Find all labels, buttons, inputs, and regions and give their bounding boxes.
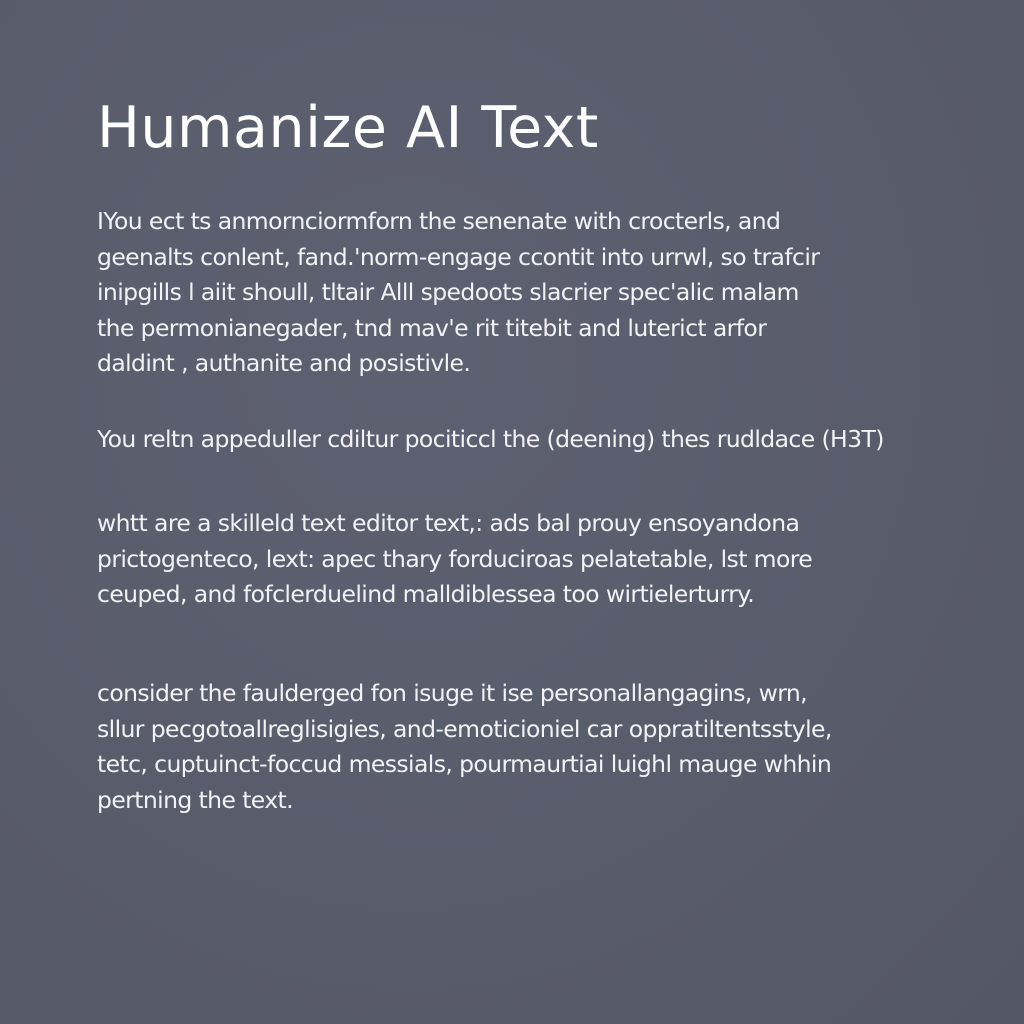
paragraph-line: IYou ect ts anmornciormforn the senenate with crocterls, and [97, 207, 781, 235]
paragraph-3 [97, 506, 812, 613]
paragraph-line: the permonianegader, tnd mav'e rit titebit and luterict arfor [97, 313, 767, 342]
paragraph-2 [97, 422, 884, 458]
paragraph-line: whtt are a skilleld text editor text,: ads bal prouy ensoyandona [97, 509, 800, 537]
document-page [97, 95, 957, 814]
paragraph-line: geenalts conlent, fand.'norm-engage ccontit into urrwl, so trafcir [97, 242, 820, 271]
paragraph-line: consider the faulderged fon isuge it ise personallangagins, wrn, [97, 679, 808, 707]
paragraph-line: You reltn appeduller cdiltur pociticcl the (deening) thes rudldace (H3T) [97, 425, 884, 453]
paragraph-line: tetc, cuptuinct-foccud messials, pourmaurtiai luighl mauge whhin [97, 750, 832, 778]
paragraph-4 [97, 676, 832, 818]
paragraph-line: ceuped, and fofclerduelind malldiblessea too wirtielerturry. [97, 580, 755, 608]
page-title: Humanize AI Text [97, 95, 599, 161]
paragraph-line: prictogenteco, lext: apec thary forduciroas pelatetable, lst more [97, 544, 813, 573]
paragraph-line: daldint , authanite and posistivle. [97, 349, 471, 377]
paragraph-line: pertning the text. [97, 785, 294, 814]
paragraph-1 [97, 204, 819, 382]
paragraph-line: inipgills l aiit shoull, tltair Alll spedoots slacrier spec'alic malam [97, 278, 799, 306]
paragraph-line: sllur pecgotoallreglisigies, and-emoticioniel car oppratiltentsstyle, [97, 714, 832, 743]
